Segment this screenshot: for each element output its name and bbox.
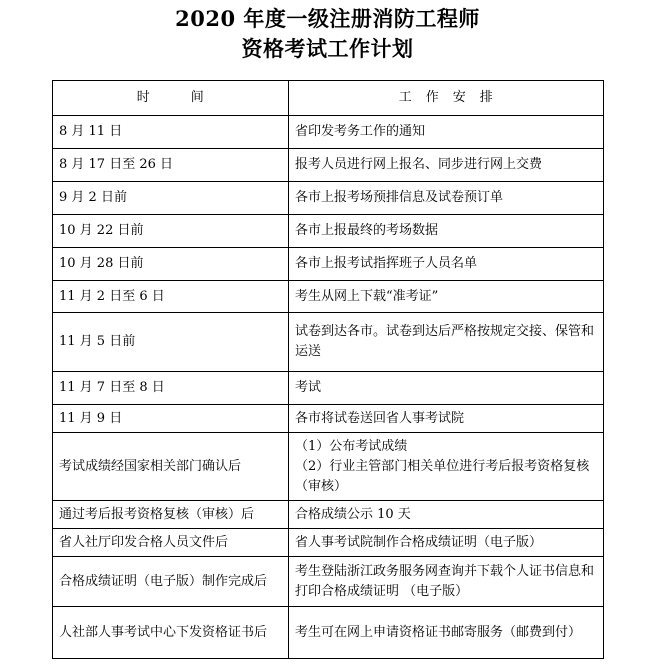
row-task [289,313,604,372]
document-title-line-1: 2020 年度一级注册消防工程师 [175,6,480,31]
row-task [289,405,604,433]
task-line: 考生从网上下载“准考证” [295,288,439,304]
row-time: 11 月 2 日至 6 日 [53,281,289,313]
row-time: 11 月 9 日 [53,405,289,433]
table-row [53,501,604,529]
row-time: 11 月 7 日至 8 日 [53,372,289,405]
table-row [53,607,604,659]
table-row [53,557,604,607]
table-row [53,149,604,182]
row-time: 8 月 17 日至 26 日 [53,149,289,182]
table-row [53,281,604,313]
task-line: （2）行业主管部门相关单位进行考后报考资格复核（审核） [295,458,590,494]
row-time: 8 月 11 日 [53,116,289,149]
task-line: 省人事考试院制作合格成绩证明（电子版） [295,534,543,550]
row-task [289,529,604,557]
row-time: 11 月 5 日前 [53,313,289,372]
row-time: 10 月 28 日前 [53,248,289,281]
task-line: 考生登陆浙江政务服务网查询并下载个人证书信息和打印合格成绩证明 （电子版） [295,563,595,599]
row-task [289,182,604,215]
task-line: （1）公布考试成绩 [295,438,408,454]
table-row [53,182,604,215]
row-task [289,433,604,501]
table-row [53,433,604,501]
row-task [289,501,604,529]
row-task [289,248,604,281]
row-task [289,557,604,607]
task-line: 省印发考务工作的通知 [295,124,426,139]
row-task [289,372,604,405]
row-time: 考试成绩经国家相关部门确认后 [53,433,289,501]
row-time: 人社部人事考试中心下发资格证书后 [53,607,289,659]
task-line: 报考人员进行网上报名、同步进行网上交费 [295,157,543,172]
header-time: 时 间 [53,81,289,116]
table-row [53,116,604,149]
row-task [289,116,604,149]
row-time: 9 月 2 日前 [53,182,289,215]
task-line: 考生可在网上申请资格证书邮寄服务（邮费到付） [295,624,582,640]
table-row [53,405,604,433]
exam-schedule-table [52,80,604,659]
row-task [289,607,604,659]
row-task [289,149,604,182]
task-line: 合格成绩公示 10 天 [295,506,411,522]
table-row [53,529,604,557]
table-row [53,215,604,248]
row-time: 10 月 22 日前 [53,215,289,248]
table-header-row [53,81,604,116]
header-task: 工 作 安 排 [289,81,604,116]
row-time: 合格成绩证明（电子版）制作完成后 [53,557,289,607]
row-time: 省人社厅印发合格人员文件后 [53,529,289,557]
row-time: 通过考后报考资格复核（审核）后 [53,501,289,529]
table-row [53,372,604,405]
task-line: 试卷到达各市。试卷到达后严格按规定交接、保管和运送 [295,324,595,359]
row-task [289,281,604,313]
row-task [289,215,604,248]
task-line: 各市将试卷送回省人事考试院 [295,410,465,426]
task-line: 各市上报考试指挥班子人员名单 [295,256,478,271]
task-line: 考试 [295,380,322,395]
table-row [53,313,604,372]
table-row [53,248,604,281]
document-title-line-2: 资格考试工作计划 [241,36,414,61]
task-line: 各市上报最终的考场数据 [295,223,439,238]
task-line: 各市上报考场预排信息及试卷预订单 [295,190,504,205]
